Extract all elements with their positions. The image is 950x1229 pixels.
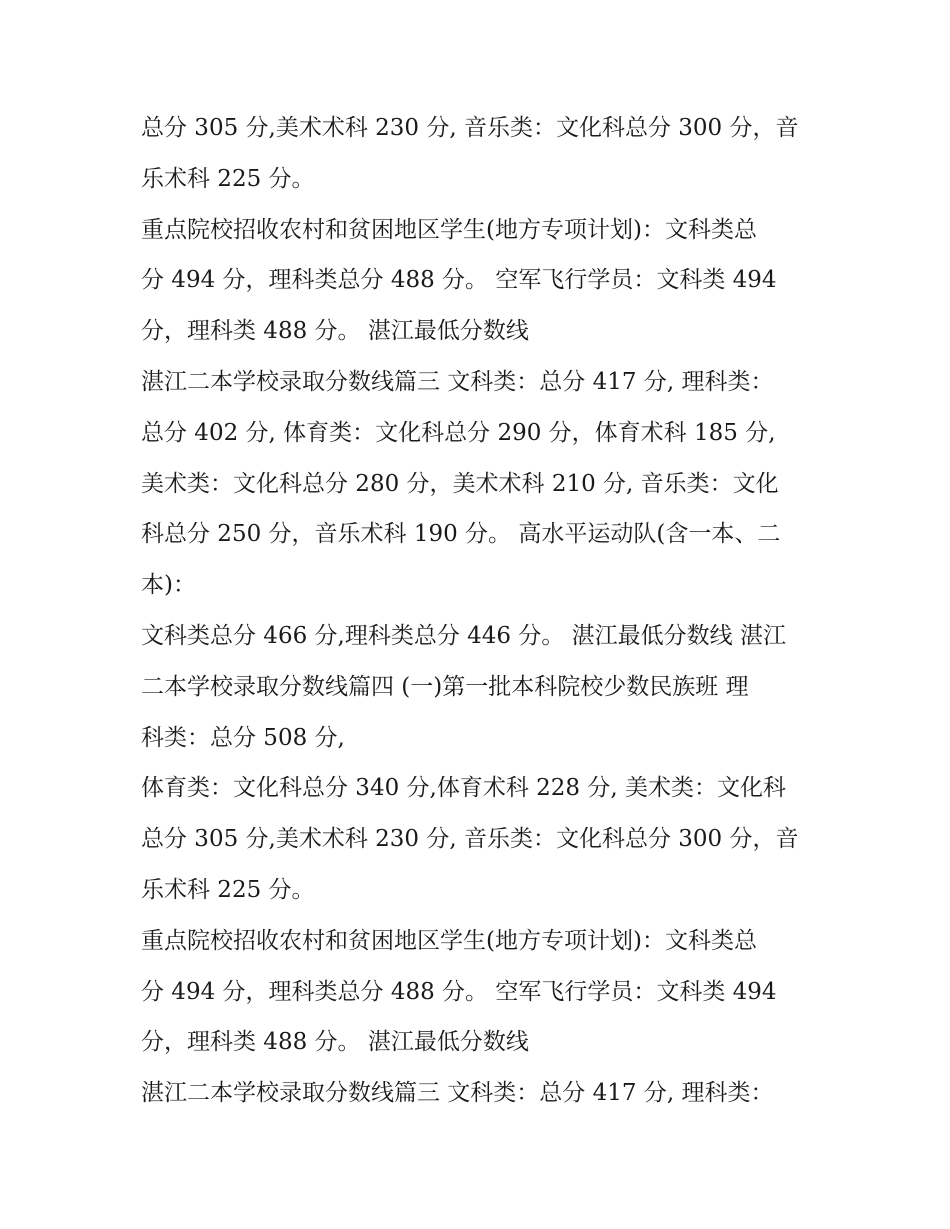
text-line: 体育类：文化科总分 340 分,体育术科 228 分, 美术类：文化科 <box>141 775 786 802</box>
body-text <box>141 103 821 1119</box>
text-line: 分，理科类 488 分。 湛江最低分数线 <box>141 1029 529 1056</box>
text-line: 重点院校招收农村和贫困地区学生(地方专项计划)：文科类总 <box>141 216 757 243</box>
text-line: 本)： <box>141 572 196 599</box>
text-line: 分，理科类 488 分。 湛江最低分数线 <box>141 318 529 345</box>
text-line: 文科类总分 466 分,理科类总分 446 分。 湛江最低分数线 湛江 <box>141 622 786 649</box>
text-line: 二本学校录取分数线篇四 (一)第一批本科院校少数民族班 理 <box>141 673 749 700</box>
text-line: 湛江二本学校录取分数线篇三 文科类：总分 417 分, 理科类： <box>141 368 774 395</box>
text-line: 科总分 250 分，音乐术科 190 分。 高水平运动队(含一本、二 <box>141 521 781 548</box>
text-line: 湛江二本学校录取分数线篇三 文科类：总分 417 分, 理科类： <box>141 1080 774 1107</box>
text-line: 总分 305 分,美术术科 230 分, 音乐类：文化科总分 300 分，音 <box>141 115 799 141</box>
text-line: 科类：总分 508 分, <box>141 724 345 751</box>
text-line: 总分 402 分, 体育类：文化科总分 290 分，体育术科 185 分, <box>141 419 776 446</box>
text-line: 乐术科 225 分。 <box>141 876 315 903</box>
text-line: 乐术科 225 分。 <box>141 165 315 192</box>
text-line: 美术类：文化科总分 280 分，美术术科 210 分, 音乐类：文化 <box>141 470 779 497</box>
text-line: 分 494 分，理科类总分 488 分。 空军飞行学员：文科类 494 <box>141 267 777 294</box>
text-line: 重点院校招收农村和贫困地区学生(地方专项计划)：文科类总 <box>141 927 757 954</box>
text-line: 分 494 分，理科类总分 488 分。 空军飞行学员：文科类 494 <box>141 978 777 1005</box>
text-line: 总分 305 分,美术术科 230 分, 音乐类：文化科总分 300 分，音 <box>141 826 799 853</box>
